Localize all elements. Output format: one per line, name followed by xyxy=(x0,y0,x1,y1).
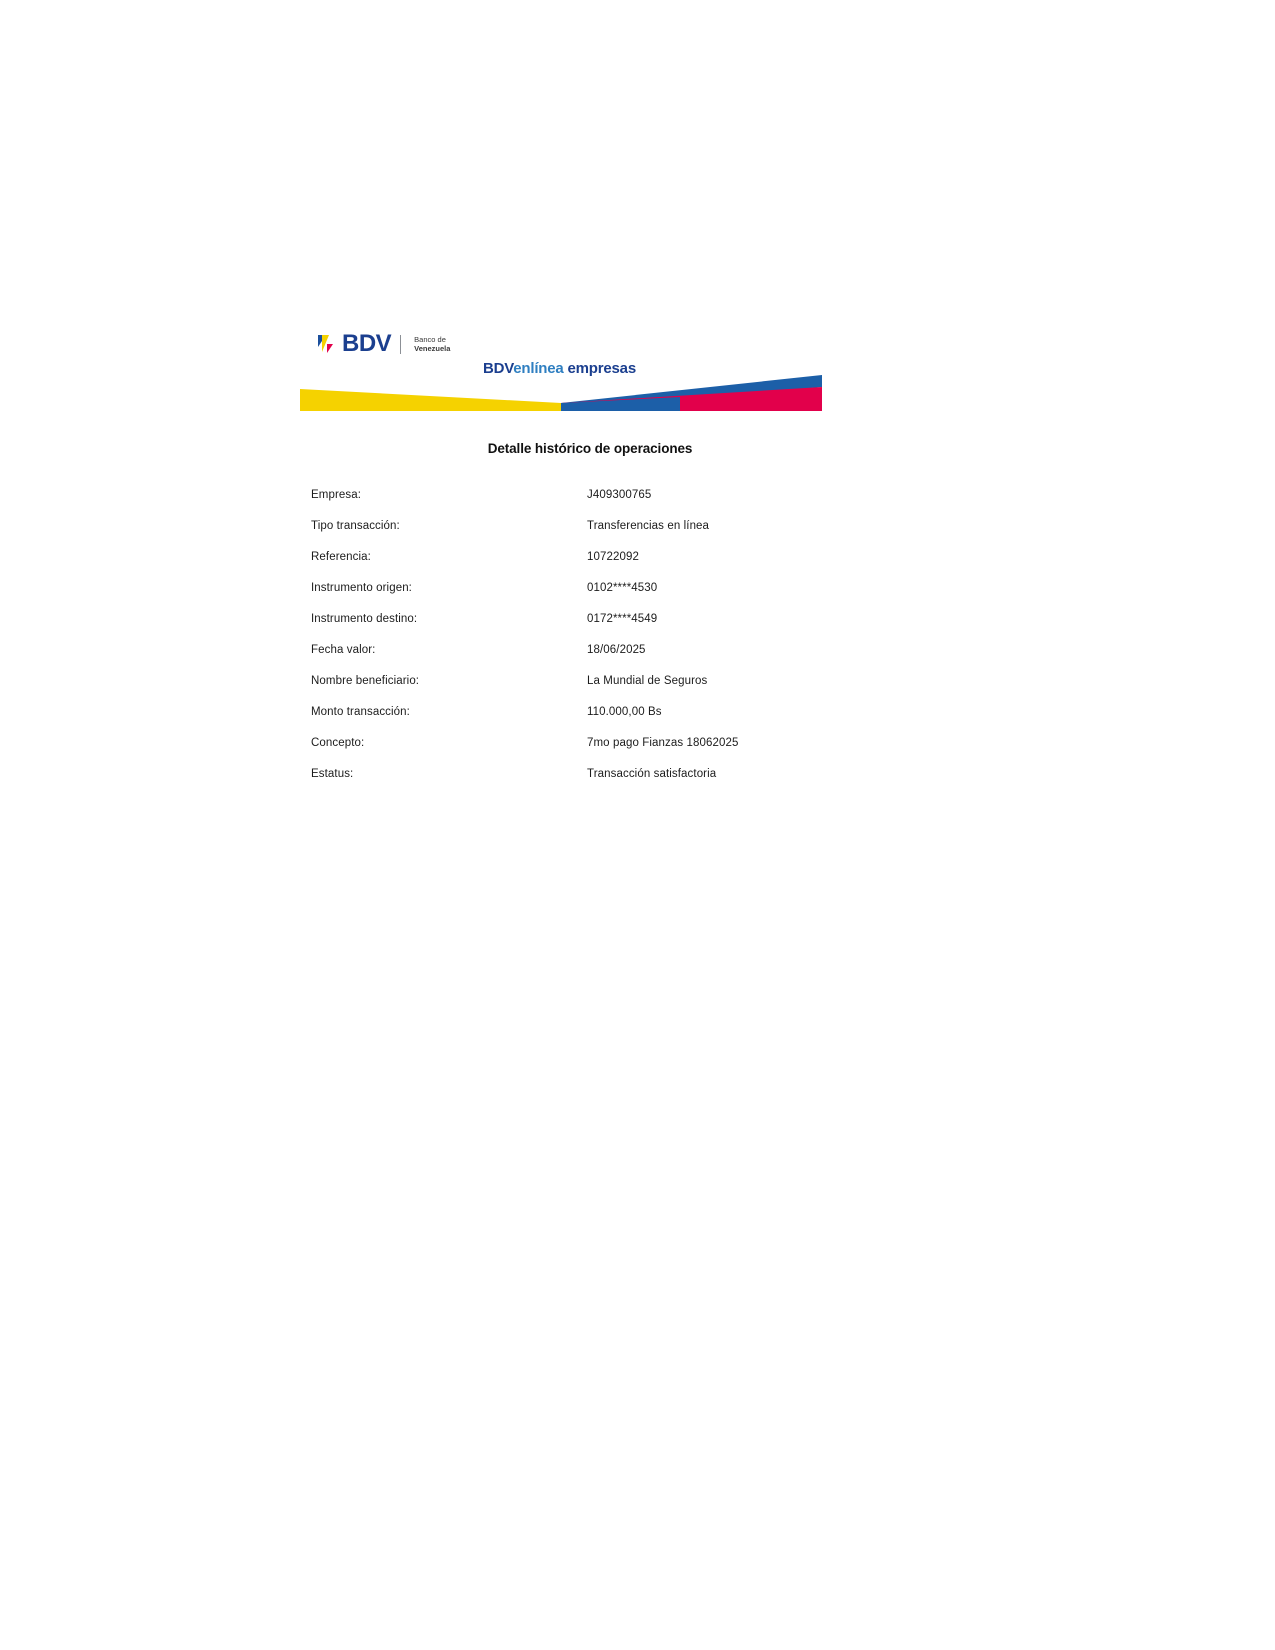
detail-label: Estatus: xyxy=(311,768,354,780)
detail-value: 10722092 xyxy=(587,551,639,563)
page-title-text: Detalle histórico de operaciones xyxy=(487,441,693,456)
product-lockup-bdv: BDV xyxy=(483,360,514,377)
bdv-logo xyxy=(318,332,450,356)
detail-label: Instrumento destino: xyxy=(311,613,418,625)
logo-divider xyxy=(400,335,401,354)
detail-value: J409300765 xyxy=(587,489,652,501)
detail-value: 18/06/2025 xyxy=(587,644,646,656)
bdv-logo-subtitle-line1: Banco de xyxy=(414,335,446,344)
detail-row xyxy=(311,675,931,706)
detail-value: Transferencias en línea xyxy=(587,520,710,532)
detail-value: 110.000,00 Bs xyxy=(587,706,662,718)
detail-row xyxy=(311,644,931,675)
detail-label: Empresa: xyxy=(311,489,362,501)
decorative-ribbon xyxy=(300,375,822,411)
bdv-logo-subtitle-line2: Venezuela xyxy=(414,344,451,353)
detail-value: 7mo pago Fianzas 18062025 xyxy=(587,737,739,749)
detail-value: 0102****4530 xyxy=(587,582,658,594)
detail-row xyxy=(311,551,931,582)
detail-label: Instrumento origen: xyxy=(311,582,412,594)
bdv-logo-text: BDV xyxy=(342,330,392,357)
bdv-logo-subtitle xyxy=(414,335,450,353)
detail-row xyxy=(311,520,931,551)
detail-row xyxy=(311,582,931,613)
detail-label: Referencia: xyxy=(311,551,371,563)
detail-value: 0172****4549 xyxy=(587,613,658,625)
detail-value: Transacción satisfactoria xyxy=(587,768,717,780)
detail-label: Concepto: xyxy=(311,737,365,749)
operation-details xyxy=(311,489,931,799)
product-lockup-enlinea: enlínea xyxy=(513,360,564,377)
detail-label: Nombre beneficiario: xyxy=(311,675,420,687)
product-lockup-empresas: empresas xyxy=(567,360,636,377)
detail-value: La Mundial de Seguros xyxy=(587,675,708,687)
detail-row xyxy=(311,613,931,644)
detail-label: Tipo transacción: xyxy=(311,520,400,532)
detail-row xyxy=(311,768,931,799)
detail-label: Fecha valor: xyxy=(311,644,376,656)
detail-row xyxy=(311,489,931,520)
page-title xyxy=(0,441,1275,456)
detail-label: Monto transacción: xyxy=(311,706,410,718)
detail-row xyxy=(311,706,931,737)
bdv-flag-icon xyxy=(318,334,335,354)
detail-row xyxy=(311,737,931,768)
